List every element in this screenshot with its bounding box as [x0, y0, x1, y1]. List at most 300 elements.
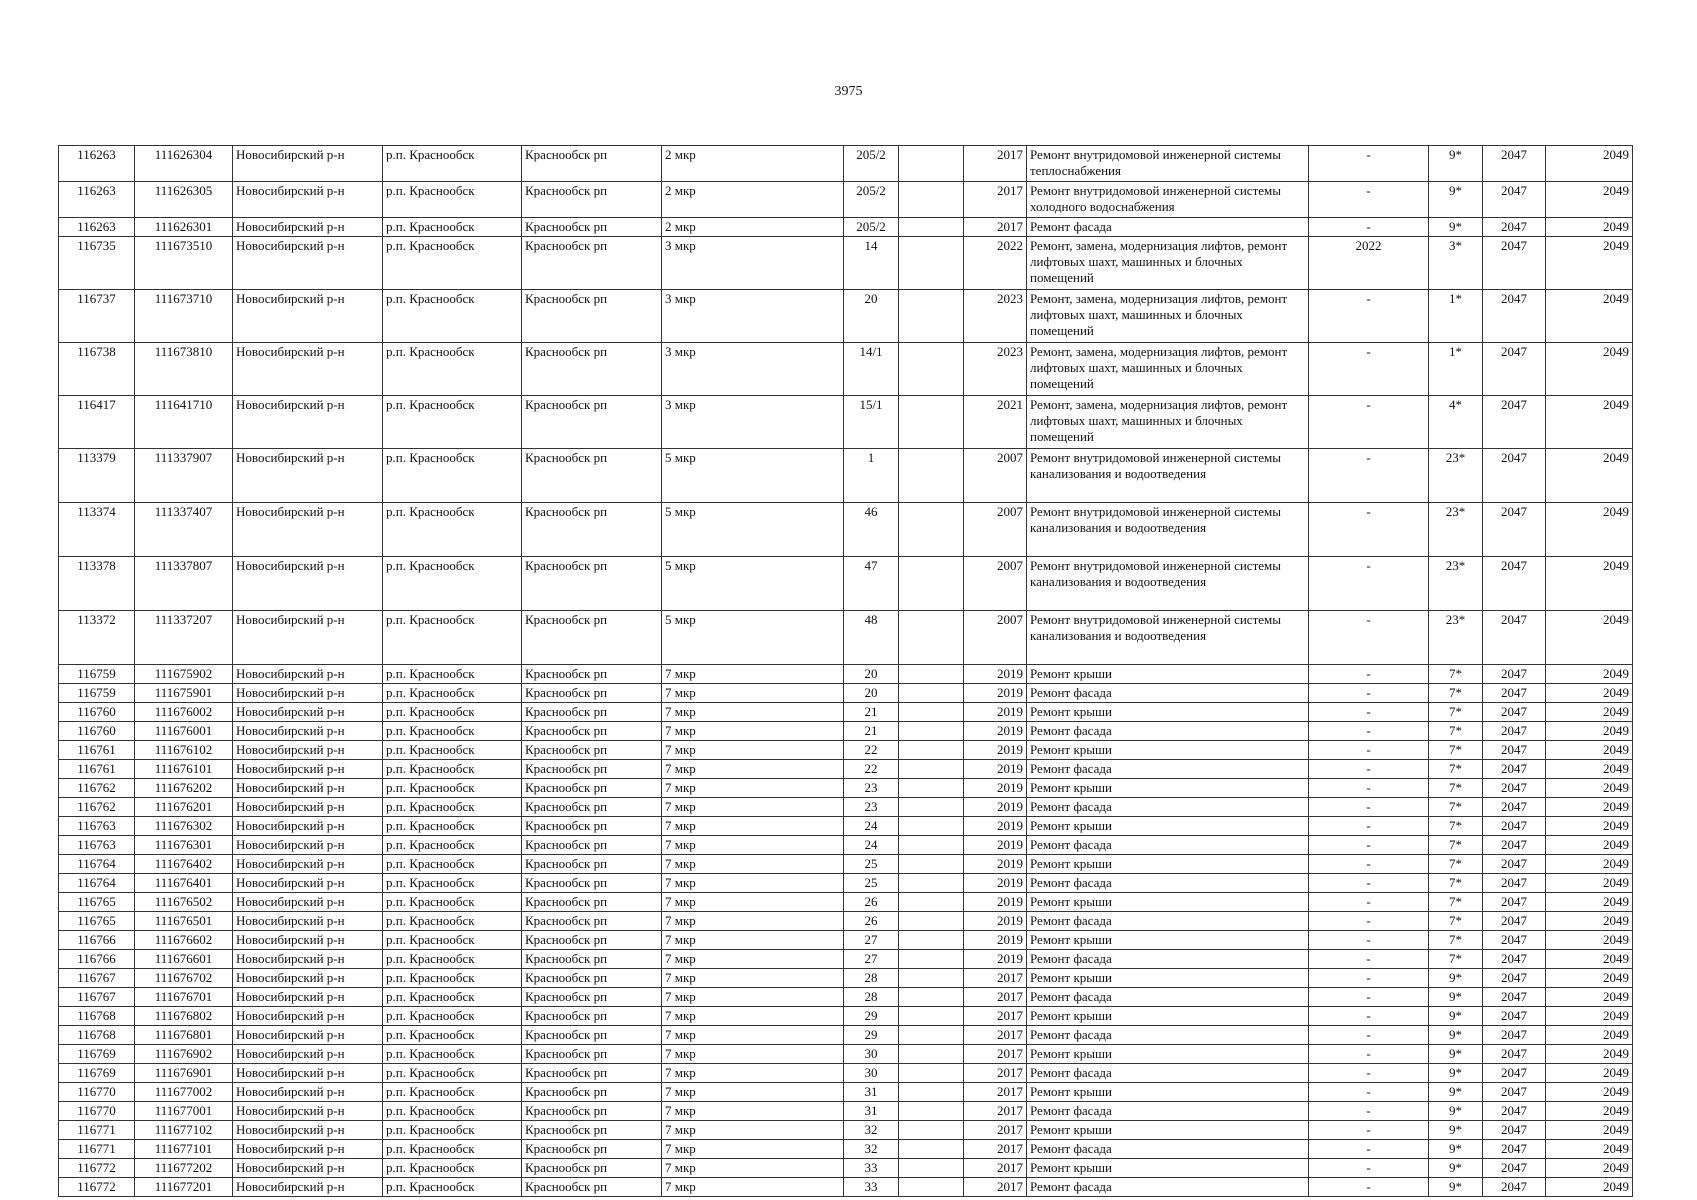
table-row — [59, 290, 1633, 343]
cell-work-type: Ремонт крыши — [1027, 931, 1309, 950]
cell-street: 3 мкр — [662, 396, 844, 449]
cell-year: 2019 — [964, 703, 1027, 722]
cell-locality: Краснообск рп — [522, 503, 662, 557]
cell-year: 2007 — [964, 557, 1027, 611]
cell-count: 7* — [1429, 779, 1483, 798]
cell-district: Новосибирский р-н — [233, 893, 383, 912]
cell-work-type: Ремонт внутридомовой инженерной системы теплоснабжения — [1027, 146, 1309, 182]
cell-count: 9* — [1429, 1159, 1483, 1178]
cell-house-number: 21 — [844, 722, 899, 741]
cell-street: 7 мкр — [662, 1083, 844, 1102]
cell-count: 7* — [1429, 798, 1483, 817]
cell-locality: Краснообск рп — [522, 343, 662, 396]
cell-building — [899, 1045, 964, 1064]
cell-planned-year: - — [1309, 950, 1429, 969]
cell-locality: Краснообск рп — [522, 557, 662, 611]
cell-house-number: 24 — [844, 836, 899, 855]
table-row — [59, 931, 1633, 950]
cell-building — [899, 237, 964, 290]
cell-street: 7 мкр — [662, 836, 844, 855]
cell-element-id: 111676501 — [135, 912, 233, 931]
cell-building — [899, 931, 964, 950]
cell-planned-year: - — [1309, 343, 1429, 396]
cell-locality: Краснообск рп — [522, 703, 662, 722]
cell-count: 7* — [1429, 855, 1483, 874]
cell-settlement: р.п. Краснообск — [383, 931, 522, 950]
table-row — [59, 969, 1633, 988]
cell-house-number: 20 — [844, 290, 899, 343]
cell-element-id: 111626301 — [135, 218, 233, 237]
cell-year: 2019 — [964, 836, 1027, 855]
cell-house-id: 116770 — [59, 1083, 135, 1102]
cell-settlement: р.п. Краснообск — [383, 449, 522, 503]
cell-year: 2019 — [964, 722, 1027, 741]
cell-count: 7* — [1429, 912, 1483, 931]
cell-count: 9* — [1429, 1121, 1483, 1140]
cell-start-year: 2047 — [1483, 703, 1546, 722]
cell-settlement: р.п. Краснообск — [383, 1007, 522, 1026]
cell-house-id: 116762 — [59, 798, 135, 817]
cell-building — [899, 290, 964, 343]
cell-count: 9* — [1429, 1178, 1483, 1197]
cell-end-year: 2049 — [1546, 969, 1633, 988]
cell-locality: Краснообск рп — [522, 1159, 662, 1178]
cell-count: 7* — [1429, 760, 1483, 779]
cell-district: Новосибирский р-н — [233, 1178, 383, 1197]
table-row — [59, 503, 1633, 557]
cell-work-type: Ремонт крыши — [1027, 779, 1309, 798]
cell-settlement: р.п. Краснообск — [383, 722, 522, 741]
cell-house-id: 116761 — [59, 741, 135, 760]
cell-planned-year: - — [1309, 611, 1429, 665]
cell-end-year: 2049 — [1546, 1045, 1633, 1064]
cell-end-year: 2049 — [1546, 684, 1633, 703]
cell-house-id: 116263 — [59, 146, 135, 182]
cell-year: 2017 — [964, 988, 1027, 1007]
cell-settlement: р.п. Краснообск — [383, 1178, 522, 1197]
cell-district: Новосибирский р-н — [233, 343, 383, 396]
cell-start-year: 2047 — [1483, 760, 1546, 779]
cell-end-year: 2049 — [1546, 760, 1633, 779]
cell-district: Новосибирский р-н — [233, 1159, 383, 1178]
cell-end-year: 2049 — [1546, 665, 1633, 684]
cell-year: 2023 — [964, 343, 1027, 396]
cell-end-year: 2049 — [1546, 146, 1633, 182]
cell-district: Новосибирский р-н — [233, 1026, 383, 1045]
cell-street: 7 мкр — [662, 798, 844, 817]
cell-end-year: 2049 — [1546, 741, 1633, 760]
cell-district: Новосибирский р-н — [233, 874, 383, 893]
cell-planned-year: - — [1309, 182, 1429, 218]
cell-element-id: 111673510 — [135, 237, 233, 290]
cell-street: 7 мкр — [662, 893, 844, 912]
cell-year: 2017 — [964, 1140, 1027, 1159]
cell-district: Новосибирский р-н — [233, 912, 383, 931]
cell-end-year: 2049 — [1546, 874, 1633, 893]
cell-year: 2017 — [964, 1178, 1027, 1197]
cell-end-year: 2049 — [1546, 1102, 1633, 1121]
cell-element-id: 111676502 — [135, 893, 233, 912]
cell-year: 2021 — [964, 396, 1027, 449]
cell-street: 3 мкр — [662, 290, 844, 343]
cell-work-type: Ремонт крыши — [1027, 969, 1309, 988]
cell-house-id: 113379 — [59, 449, 135, 503]
cell-building — [899, 760, 964, 779]
cell-start-year: 2047 — [1483, 1159, 1546, 1178]
cell-house-number: 33 — [844, 1159, 899, 1178]
table-row — [59, 218, 1633, 237]
table-row — [59, 798, 1633, 817]
cell-year: 2019 — [964, 855, 1027, 874]
cell-locality: Краснообск рп — [522, 1121, 662, 1140]
table-row — [59, 817, 1633, 836]
cell-house-number: 32 — [844, 1140, 899, 1159]
cell-work-type: Ремонт крыши — [1027, 1159, 1309, 1178]
cell-count: 9* — [1429, 146, 1483, 182]
cell-planned-year: - — [1309, 146, 1429, 182]
cell-element-id: 111676401 — [135, 874, 233, 893]
cell-year: 2017 — [964, 1083, 1027, 1102]
cell-settlement: р.п. Краснообск — [383, 684, 522, 703]
cell-start-year: 2047 — [1483, 912, 1546, 931]
cell-end-year: 2049 — [1546, 988, 1633, 1007]
table-row — [59, 396, 1633, 449]
cell-house-id: 116763 — [59, 817, 135, 836]
cell-count: 9* — [1429, 218, 1483, 237]
cell-work-type: Ремонт крыши — [1027, 1045, 1309, 1064]
cell-district: Новосибирский р-н — [233, 218, 383, 237]
cell-planned-year: - — [1309, 1045, 1429, 1064]
cell-settlement: р.п. Краснообск — [383, 779, 522, 798]
cell-planned-year: - — [1309, 912, 1429, 931]
cell-district: Новосибирский р-н — [233, 931, 383, 950]
cell-count: 9* — [1429, 1140, 1483, 1159]
cell-end-year: 2049 — [1546, 237, 1633, 290]
cell-building — [899, 817, 964, 836]
cell-count: 9* — [1429, 1045, 1483, 1064]
cell-district: Новосибирский р-н — [233, 290, 383, 343]
cell-planned-year: - — [1309, 1064, 1429, 1083]
cell-element-id: 111676802 — [135, 1007, 233, 1026]
cell-district: Новосибирский р-н — [233, 855, 383, 874]
cell-district: Новосибирский р-н — [233, 741, 383, 760]
table-row — [59, 722, 1633, 741]
cell-street: 7 мкр — [662, 1007, 844, 1026]
cell-work-type: Ремонт фасада — [1027, 1178, 1309, 1197]
cell-year: 2007 — [964, 503, 1027, 557]
table-row — [59, 1083, 1633, 1102]
cell-start-year: 2047 — [1483, 836, 1546, 855]
cell-year: 2019 — [964, 665, 1027, 684]
cell-year: 2019 — [964, 779, 1027, 798]
cell-building — [899, 396, 964, 449]
cell-house-id: 116772 — [59, 1178, 135, 1197]
cell-planned-year: - — [1309, 703, 1429, 722]
cell-work-type: Ремонт фасада — [1027, 1064, 1309, 1083]
cell-count: 9* — [1429, 1026, 1483, 1045]
table-row — [59, 182, 1633, 218]
cell-house-number: 26 — [844, 912, 899, 931]
cell-street: 7 мкр — [662, 855, 844, 874]
cell-settlement: р.п. Краснообск — [383, 557, 522, 611]
cell-element-id: 111337207 — [135, 611, 233, 665]
cell-district: Новосибирский р-н — [233, 503, 383, 557]
cell-count: 7* — [1429, 836, 1483, 855]
cell-house-number: 205/2 — [844, 146, 899, 182]
cell-district: Новосибирский р-н — [233, 665, 383, 684]
cell-planned-year: - — [1309, 798, 1429, 817]
cell-element-id: 111676202 — [135, 779, 233, 798]
cell-locality: Краснообск рп — [522, 665, 662, 684]
cell-house-number: 32 — [844, 1121, 899, 1140]
cell-locality: Краснообск рп — [522, 1064, 662, 1083]
cell-planned-year: - — [1309, 503, 1429, 557]
cell-building — [899, 1083, 964, 1102]
cell-locality: Краснообск рп — [522, 146, 662, 182]
cell-district: Новосибирский р-н — [233, 449, 383, 503]
cell-house-number: 20 — [844, 684, 899, 703]
cell-house-number: 205/2 — [844, 182, 899, 218]
cell-locality: Краснообск рп — [522, 874, 662, 893]
cell-locality: Краснообск рп — [522, 1140, 662, 1159]
cell-house-id: 116263 — [59, 218, 135, 237]
cell-start-year: 2047 — [1483, 1102, 1546, 1121]
cell-count: 9* — [1429, 969, 1483, 988]
cell-year: 2017 — [964, 1102, 1027, 1121]
table-row — [59, 1159, 1633, 1178]
cell-element-id: 111676901 — [135, 1064, 233, 1083]
cell-end-year: 2049 — [1546, 343, 1633, 396]
cell-settlement: р.п. Краснообск — [383, 893, 522, 912]
cell-settlement: р.п. Краснообск — [383, 290, 522, 343]
cell-planned-year: - — [1309, 722, 1429, 741]
cell-house-id: 116417 — [59, 396, 135, 449]
cell-street: 7 мкр — [662, 969, 844, 988]
cell-planned-year: - — [1309, 779, 1429, 798]
cell-end-year: 2049 — [1546, 557, 1633, 611]
cell-settlement: р.п. Краснообск — [383, 798, 522, 817]
cell-count: 7* — [1429, 893, 1483, 912]
cell-house-id: 116767 — [59, 969, 135, 988]
cell-element-id: 111677101 — [135, 1140, 233, 1159]
cell-building — [899, 684, 964, 703]
cell-start-year: 2047 — [1483, 290, 1546, 343]
cell-settlement: р.п. Краснообск — [383, 760, 522, 779]
cell-settlement: р.п. Краснообск — [383, 218, 522, 237]
cell-settlement: р.п. Краснообск — [383, 146, 522, 182]
cell-work-type: Ремонт крыши — [1027, 1007, 1309, 1026]
cell-end-year: 2049 — [1546, 290, 1633, 343]
cell-street: 5 мкр — [662, 557, 844, 611]
cell-street: 7 мкр — [662, 760, 844, 779]
cell-house-id: 116735 — [59, 237, 135, 290]
cell-building — [899, 1121, 964, 1140]
cell-count: 9* — [1429, 1102, 1483, 1121]
cell-locality: Краснообск рп — [522, 855, 662, 874]
cell-work-type: Ремонт, замена, модернизация лифтов, ремонт лифтовых шахт, машинных и блочных помещений — [1027, 237, 1309, 290]
cell-settlement: р.п. Краснообск — [383, 741, 522, 760]
cell-count: 7* — [1429, 722, 1483, 741]
cell-element-id: 111337907 — [135, 449, 233, 503]
cell-settlement: р.п. Краснообск — [383, 969, 522, 988]
cell-planned-year: - — [1309, 855, 1429, 874]
cell-house-id: 116762 — [59, 779, 135, 798]
cell-planned-year: - — [1309, 817, 1429, 836]
cell-year: 2019 — [964, 912, 1027, 931]
table-row — [59, 665, 1633, 684]
cell-planned-year: - — [1309, 684, 1429, 703]
cell-start-year: 2047 — [1483, 1026, 1546, 1045]
cell-end-year: 2049 — [1546, 931, 1633, 950]
cell-house-number: 25 — [844, 874, 899, 893]
cell-district: Новосибирский р-н — [233, 836, 383, 855]
cell-year: 2017 — [964, 969, 1027, 988]
cell-house-number: 31 — [844, 1102, 899, 1121]
cell-planned-year: - — [1309, 449, 1429, 503]
cell-year: 2019 — [964, 684, 1027, 703]
cell-end-year: 2049 — [1546, 855, 1633, 874]
cell-building — [899, 912, 964, 931]
cell-count: 7* — [1429, 741, 1483, 760]
table-row — [59, 1007, 1633, 1026]
cell-street: 7 мкр — [662, 950, 844, 969]
cell-settlement: р.п. Краснообск — [383, 343, 522, 396]
cell-building — [899, 343, 964, 396]
cell-street: 7 мкр — [662, 1178, 844, 1197]
cell-settlement: р.п. Краснообск — [383, 1159, 522, 1178]
cell-start-year: 2047 — [1483, 237, 1546, 290]
cell-street: 7 мкр — [662, 779, 844, 798]
cell-start-year: 2047 — [1483, 343, 1546, 396]
cell-work-type: Ремонт фасада — [1027, 684, 1309, 703]
cell-locality: Краснообск рп — [522, 741, 662, 760]
cell-building — [899, 722, 964, 741]
cell-house-number: 30 — [844, 1045, 899, 1064]
cell-element-id: 111676601 — [135, 950, 233, 969]
cell-settlement: р.п. Краснообск — [383, 396, 522, 449]
cell-locality: Краснообск рп — [522, 969, 662, 988]
cell-planned-year: - — [1309, 1140, 1429, 1159]
cell-count: 7* — [1429, 874, 1483, 893]
cell-year: 2007 — [964, 611, 1027, 665]
cell-district: Новосибирский р-н — [233, 396, 383, 449]
table-row — [59, 855, 1633, 874]
cell-building — [899, 1026, 964, 1045]
cell-house-number: 14 — [844, 237, 899, 290]
cell-house-number: 27 — [844, 931, 899, 950]
cell-building — [899, 950, 964, 969]
cell-element-id: 111337807 — [135, 557, 233, 611]
cell-end-year: 2049 — [1546, 611, 1633, 665]
table-row — [59, 237, 1633, 290]
cell-house-id: 116759 — [59, 665, 135, 684]
cell-building — [899, 146, 964, 182]
cell-street: 7 мкр — [662, 1064, 844, 1083]
cell-building — [899, 874, 964, 893]
cell-planned-year: - — [1309, 988, 1429, 1007]
cell-settlement: р.п. Краснообск — [383, 836, 522, 855]
cell-element-id: 111641710 — [135, 396, 233, 449]
cell-work-type: Ремонт фасада — [1027, 836, 1309, 855]
cell-count: 23* — [1429, 611, 1483, 665]
cell-street: 7 мкр — [662, 1159, 844, 1178]
cell-house-id: 116263 — [59, 182, 135, 218]
cell-district: Новосибирский р-н — [233, 1064, 383, 1083]
cell-street: 7 мкр — [662, 1102, 844, 1121]
cell-house-number: 23 — [844, 779, 899, 798]
cell-street: 7 мкр — [662, 703, 844, 722]
cell-house-number: 22 — [844, 760, 899, 779]
cell-locality: Краснообск рп — [522, 1045, 662, 1064]
table-row — [59, 1064, 1633, 1083]
cell-count: 23* — [1429, 557, 1483, 611]
cell-start-year: 2047 — [1483, 798, 1546, 817]
cell-year: 2017 — [964, 146, 1027, 182]
cell-element-id: 111676902 — [135, 1045, 233, 1064]
cell-element-id: 111676002 — [135, 703, 233, 722]
table-row — [59, 988, 1633, 1007]
cell-element-id: 111337407 — [135, 503, 233, 557]
cell-house-id: 116764 — [59, 874, 135, 893]
cell-count: 23* — [1429, 503, 1483, 557]
cell-locality: Краснообск рп — [522, 722, 662, 741]
cell-house-number: 205/2 — [844, 218, 899, 237]
cell-year: 2017 — [964, 182, 1027, 218]
cell-street: 7 мкр — [662, 741, 844, 760]
cell-count: 9* — [1429, 182, 1483, 218]
cell-house-id: 116759 — [59, 684, 135, 703]
cell-settlement: р.п. Краснообск — [383, 1140, 522, 1159]
cell-year: 2019 — [964, 950, 1027, 969]
cell-start-year: 2047 — [1483, 684, 1546, 703]
cell-house-id: 116767 — [59, 988, 135, 1007]
cell-work-type: Ремонт, замена, модернизация лифтов, ремонт лифтовых шахт, машинных и блочных помещений — [1027, 290, 1309, 343]
cell-house-id: 113374 — [59, 503, 135, 557]
cell-work-type: Ремонт фасада — [1027, 798, 1309, 817]
cell-settlement: р.п. Краснообск — [383, 611, 522, 665]
cell-street: 7 мкр — [662, 931, 844, 950]
table-row — [59, 1140, 1633, 1159]
cell-start-year: 2047 — [1483, 1140, 1546, 1159]
cell-settlement: р.п. Краснообск — [383, 1064, 522, 1083]
table-row — [59, 1026, 1633, 1045]
repair-schedule-table — [58, 145, 1633, 1197]
cell-end-year: 2049 — [1546, 722, 1633, 741]
cell-house-number: 28 — [844, 969, 899, 988]
table-row — [59, 557, 1633, 611]
cell-locality: Краснообск рп — [522, 931, 662, 950]
cell-planned-year: - — [1309, 760, 1429, 779]
cell-work-type: Ремонт фасада — [1027, 874, 1309, 893]
cell-element-id: 111677102 — [135, 1121, 233, 1140]
cell-district: Новосибирский р-н — [233, 237, 383, 290]
cell-locality: Краснообск рп — [522, 893, 662, 912]
cell-count: 9* — [1429, 1064, 1483, 1083]
cell-district: Новосибирский р-н — [233, 1140, 383, 1159]
cell-locality: Краснообск рп — [522, 950, 662, 969]
cell-work-type: Ремонт фасада — [1027, 912, 1309, 931]
cell-element-id: 111676301 — [135, 836, 233, 855]
cell-locality: Краснообск рп — [522, 182, 662, 218]
cell-planned-year: - — [1309, 1102, 1429, 1121]
cell-house-number: 15/1 — [844, 396, 899, 449]
cell-end-year: 2049 — [1546, 503, 1633, 557]
cell-house-id: 116766 — [59, 950, 135, 969]
cell-house-id: 116738 — [59, 343, 135, 396]
cell-work-type: Ремонт, замена, модернизация лифтов, ремонт лифтовых шахт, машинных и блочных помещений — [1027, 396, 1309, 449]
cell-locality: Краснообск рп — [522, 1007, 662, 1026]
cell-house-number: 31 — [844, 1083, 899, 1102]
